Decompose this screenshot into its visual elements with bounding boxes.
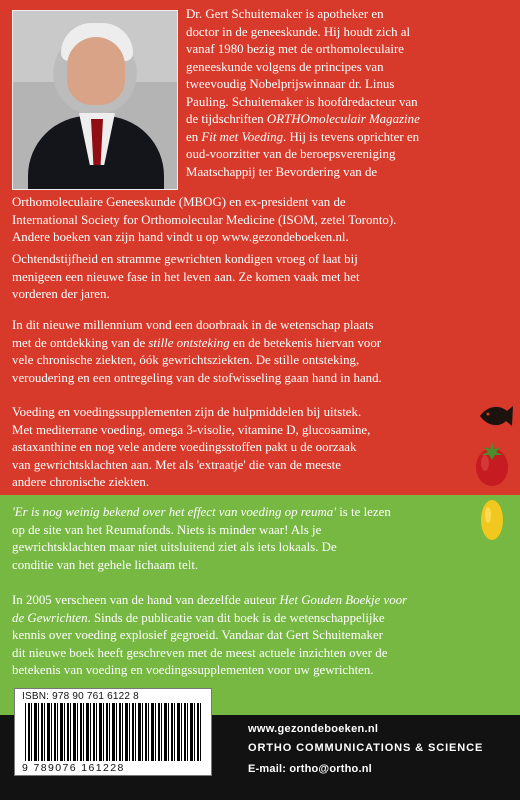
p2-line-2b: stille ontsteking [148, 335, 230, 350]
p2-line-2a: met de ontdekking van de [12, 335, 149, 350]
g2-line-1a: In 2005 verscheen van de hand van dezelfde auteur [12, 593, 280, 607]
g2-line-5: betekenis van voeding en voedingssupplementen voor uw gewrichten. [12, 663, 374, 678]
bio-line-3: vanaf 1980 bezig met de orthomoleculaire [186, 42, 404, 57]
green-paragraph-2 [12, 592, 509, 680]
bio-line-9: oud-voorzitter van de beroepsvereniging [186, 147, 396, 162]
p3-line-1: Voeding en voedingssupplementen zijn de hulpmiddelen bij uitstek. [12, 405, 362, 419]
bio-line-5: tweevoudig Nobelprijswinnaar dr. Linus [186, 77, 395, 92]
g2-line-4: dit nieuwe boek heeft geschreven met de meest actuele inzichten over de [12, 645, 388, 660]
p2-line-2 [12, 335, 507, 353]
bio-line-1: Dr. Gert Schuitemaker is apotheker en [186, 7, 384, 21]
author-bio-top [186, 6, 504, 181]
p2-line-3: vele chronische ziekten, óók gewrichtsziekten. De stille ontsteking, [12, 353, 360, 368]
g1-line-1a: 'Er is nog weinig bekend over het effect van voeding op reuma' [12, 505, 336, 519]
green-paragraph-1 [12, 504, 509, 574]
barcode [25, 703, 201, 761]
g2-line-2a: de Gewrichten [12, 610, 88, 625]
p2-line-4: veroudering en een ontregeling van de stofwisseling gaan hand in hand. [12, 370, 382, 385]
p3-line-2: Met mediterrane voeding, omega 3-visolie, vitamine D, glucosamine, [12, 422, 371, 437]
p1-line-2: menigeen een nieuwe fase in het leven aan. Ze komen vaak met het [12, 269, 360, 284]
g1-line-2: op de site van het Reumafonds. Niets is minder waar! Als je [12, 522, 322, 537]
isbn-digits: 9 789076 161228 [22, 762, 125, 774]
g2-line-2b: . Sinds de publicatie van dit boek is de wetenschappelijke [87, 610, 385, 625]
p1-line-1: Ochtendstijfheid en stramme gewrichten kondigen vroeg of laat bij [12, 252, 358, 266]
paragraph-2 [12, 317, 507, 387]
bio-line-7a: de tijdschriften [186, 112, 267, 127]
bio-bottom-line-1: Orthomoleculaire Geneeskunde (MBOG) en ex-president van de [12, 195, 346, 209]
p3-line-4: van gewrichtsklachten aan. Met als 'extraatje' die van de meeste [12, 457, 341, 472]
fish-icon [477, 401, 515, 431]
p3-line-3: astaxanthine en nog vele andere voedingsstoffen pakt u de oorzaak [12, 440, 357, 455]
bio-line-8b: Fit met Voeding [201, 129, 284, 144]
paragraph-1 [12, 251, 507, 304]
publisher-email: E-mail: ortho@ortho.nl [248, 763, 372, 775]
bio-line-6: Pauling. Schuitemaker is hoofdredacteur van [186, 94, 418, 109]
bio-line-10: Maatschappij ter Bevordering van de [186, 164, 378, 179]
isbn-barcode-box [14, 688, 212, 776]
g1-line-1b: is te lezen [336, 505, 391, 519]
bio-line-8 [186, 129, 504, 147]
bio-line-8a: en [186, 129, 202, 144]
bio-line-7b: ORTHOmoleculair Magazine [266, 112, 420, 127]
g1-line-1 [12, 504, 509, 522]
p2-line-2c: en de betekenis hiervan voor [229, 335, 382, 350]
paragraph-3 [12, 404, 472, 492]
g1-line-3: gewrichtsklachten maar niet uitsluitend ziet als iets lokaals. De [12, 540, 337, 555]
p3-line-5: andere chronische ziekten. [12, 475, 150, 490]
bio-bottom-line-3: Andere boeken van zijn hand vindt u op www.gezondeboeken.nl. [12, 230, 349, 245]
publisher-website: www.gezondeboeken.nl [248, 723, 379, 735]
g1-line-4: conditie van het gehele lichaam telt. [12, 557, 199, 572]
g2-line-2 [12, 610, 509, 628]
bio-line-4: geneeskunde volgens de principes van [186, 59, 384, 74]
p1-line-3: vorderen der jaren. [12, 287, 110, 302]
g2-line-1b: Het Gouden Boekje voor [279, 593, 408, 607]
isbn-label: ISBN: 978 90 761 6122 8 [22, 691, 139, 702]
g2-line-3: kennis over voeding explosief gegroeid. Vandaar dat Gert Schuitemaker [12, 628, 383, 643]
author-face [67, 37, 125, 105]
tomato-icon [472, 440, 512, 488]
bio-bottom-line-2: International Society for Orthomolecular Medicine (ISOM, zetel Toronto). [12, 212, 397, 227]
g2-line-1 [12, 592, 509, 610]
bio-line-2: doctor in de geneeskunde. Hij houdt zich al [186, 24, 411, 39]
p2-line-1: In dit nieuwe millennium vond een doorbraak in de wetenschap plaats [12, 318, 374, 332]
bio-line-7 [186, 111, 504, 129]
publisher-name: ORTHO COMMUNICATIONS & SCIENCE [248, 742, 484, 754]
bio-line-8c: . Hij is tevens oprichter en [283, 129, 420, 144]
author-bio-bottom [12, 194, 507, 247]
author-photo [12, 10, 178, 190]
